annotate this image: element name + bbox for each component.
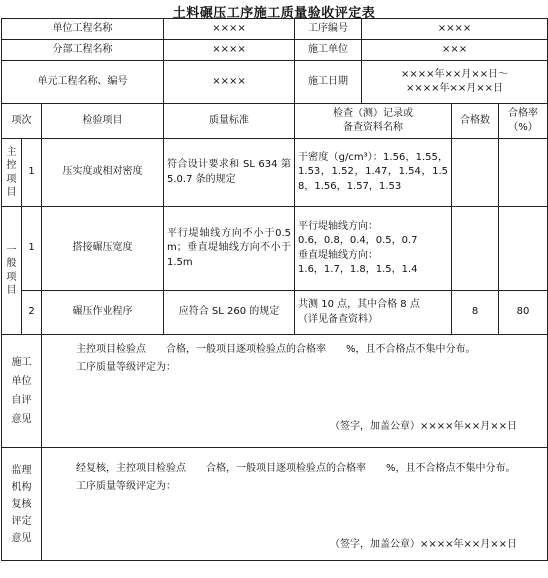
row-standard: 平行堤轴线方向不小于0.5m；垂直堤轴线方向不小于1.5m: [164, 207, 295, 291]
table-header-row: [2, 104, 548, 139]
row-record-line1: 共测 10 点，其中合格 8 点: [298, 299, 420, 310]
row-no: 1: [22, 207, 42, 291]
contractor-value: ×××: [362, 40, 548, 61]
row-no: 1: [22, 139, 42, 207]
row-record-line4: 1.6，1.7，1.8，1.5，1.4: [298, 264, 418, 275]
row-record: [295, 207, 452, 291]
row-record: [295, 291, 452, 335]
header-record-line2: 备查资料名称: [343, 122, 404, 133]
supervisor-eval-content: [42, 448, 548, 561]
sub-project-value: ××××: [164, 40, 295, 61]
header-pass-rate: [499, 104, 548, 139]
row-no: 2: [22, 291, 42, 335]
main-items-group-label: 主控项目: [2, 139, 22, 207]
unit-project-label: 单位工程名称: [2, 19, 164, 40]
header-pass-rate-line1: 合格率: [508, 107, 539, 119]
header-record-line1: 检查（测）记录或: [333, 107, 414, 119]
info-row-unit: [2, 19, 548, 40]
info-row-sub: [2, 40, 548, 61]
element-project-label: 单元工程名称、编号: [2, 61, 164, 104]
row-standard: 应符合 SL 260 的规定: [164, 291, 295, 335]
row-pass-count: [452, 207, 499, 291]
table-row: [2, 207, 548, 291]
self-eval-label: 施工单位自评意见: [2, 335, 42, 448]
date-label: 施工日期: [295, 61, 362, 104]
row-pass-rate: [499, 207, 548, 291]
header-standard: 质量标准: [164, 104, 295, 139]
quality-form-table: [1, 18, 548, 561]
element-project-value: ××××: [164, 61, 295, 104]
table-row: [2, 139, 548, 207]
supervisor-eval-line2: 工序质量等级评定为：: [76, 481, 176, 492]
row-record-line3: 垂直堤轴线方向：: [298, 249, 379, 261]
self-eval-sign: （签字，加盖公章）××××年××月××日: [330, 421, 518, 432]
form-title: 土料碾压工序施工质量验收评定表: [172, 6, 376, 21]
supervisor-eval-line1: 经复核，主控项目检验点 合格，一般项目逐项检验点的合格率 %，且不合格点不集中分布。: [76, 463, 516, 474]
sub-project-label: 分部工程名称: [2, 40, 164, 61]
info-row-element: [2, 61, 548, 104]
unit-project-value: ××××: [164, 19, 295, 40]
self-eval-row: [2, 335, 548, 448]
table-row: [2, 291, 548, 335]
process-no-value: ××××: [362, 19, 548, 40]
row-check-item: 碾压作业程序: [42, 291, 164, 335]
row-pass-rate: 80: [499, 291, 548, 335]
row-standard: 符合设计要求和 SL 634 第 5.0.7 条的规定: [164, 139, 295, 207]
date-value: [362, 61, 548, 104]
row-record: 干密度（g/cm³）：1.56，1.55，1.53，1.52，1.47，1.54，1.58，1.56，1.57，1.53: [295, 139, 452, 207]
contractor-label: 施工单位: [295, 40, 362, 61]
process-no-label: 工序编号: [295, 19, 362, 40]
row-pass-rate: [499, 139, 548, 207]
header-check-item: 检验项目: [42, 104, 164, 139]
supervisor-eval-sign: （签字，加盖公章）××××年××月××日: [330, 539, 518, 550]
row-check-item: 压实度或相对密度: [42, 139, 164, 207]
date-value-start: ××××年××月××日～: [401, 68, 509, 80]
self-eval-line1: 主控项目检验点 合格，一般项目逐项检验点的合格率 %，且不合格点不集中分布。: [76, 344, 476, 355]
header-item-class: 项次: [2, 104, 42, 139]
general-items-group-label: 一般项目: [2, 207, 22, 335]
supervisor-eval-row: [2, 448, 548, 561]
row-pass-count: 8: [452, 291, 499, 335]
supervisor-eval-label: 监理机构复核评定意见: [2, 448, 42, 561]
header-record: [295, 104, 452, 139]
row-check-item: 搭接碾压宽度: [42, 207, 164, 291]
date-value-end: ××××年××月××日: [406, 83, 504, 94]
row-record-line2: 0.6，0.8，0.4，0.5，0.7: [298, 235, 418, 246]
self-eval-line2: 工序质量等级评定为：: [76, 362, 176, 373]
header-pass-count: 合格数: [452, 104, 499, 139]
row-pass-count: [452, 139, 499, 207]
self-eval-content: [42, 335, 548, 448]
header-pass-rate-line2: （%）: [508, 122, 538, 133]
row-record-line2: （详见备查资料）: [298, 313, 379, 325]
row-record-line1: 平行堤轴线方向：: [298, 220, 379, 232]
